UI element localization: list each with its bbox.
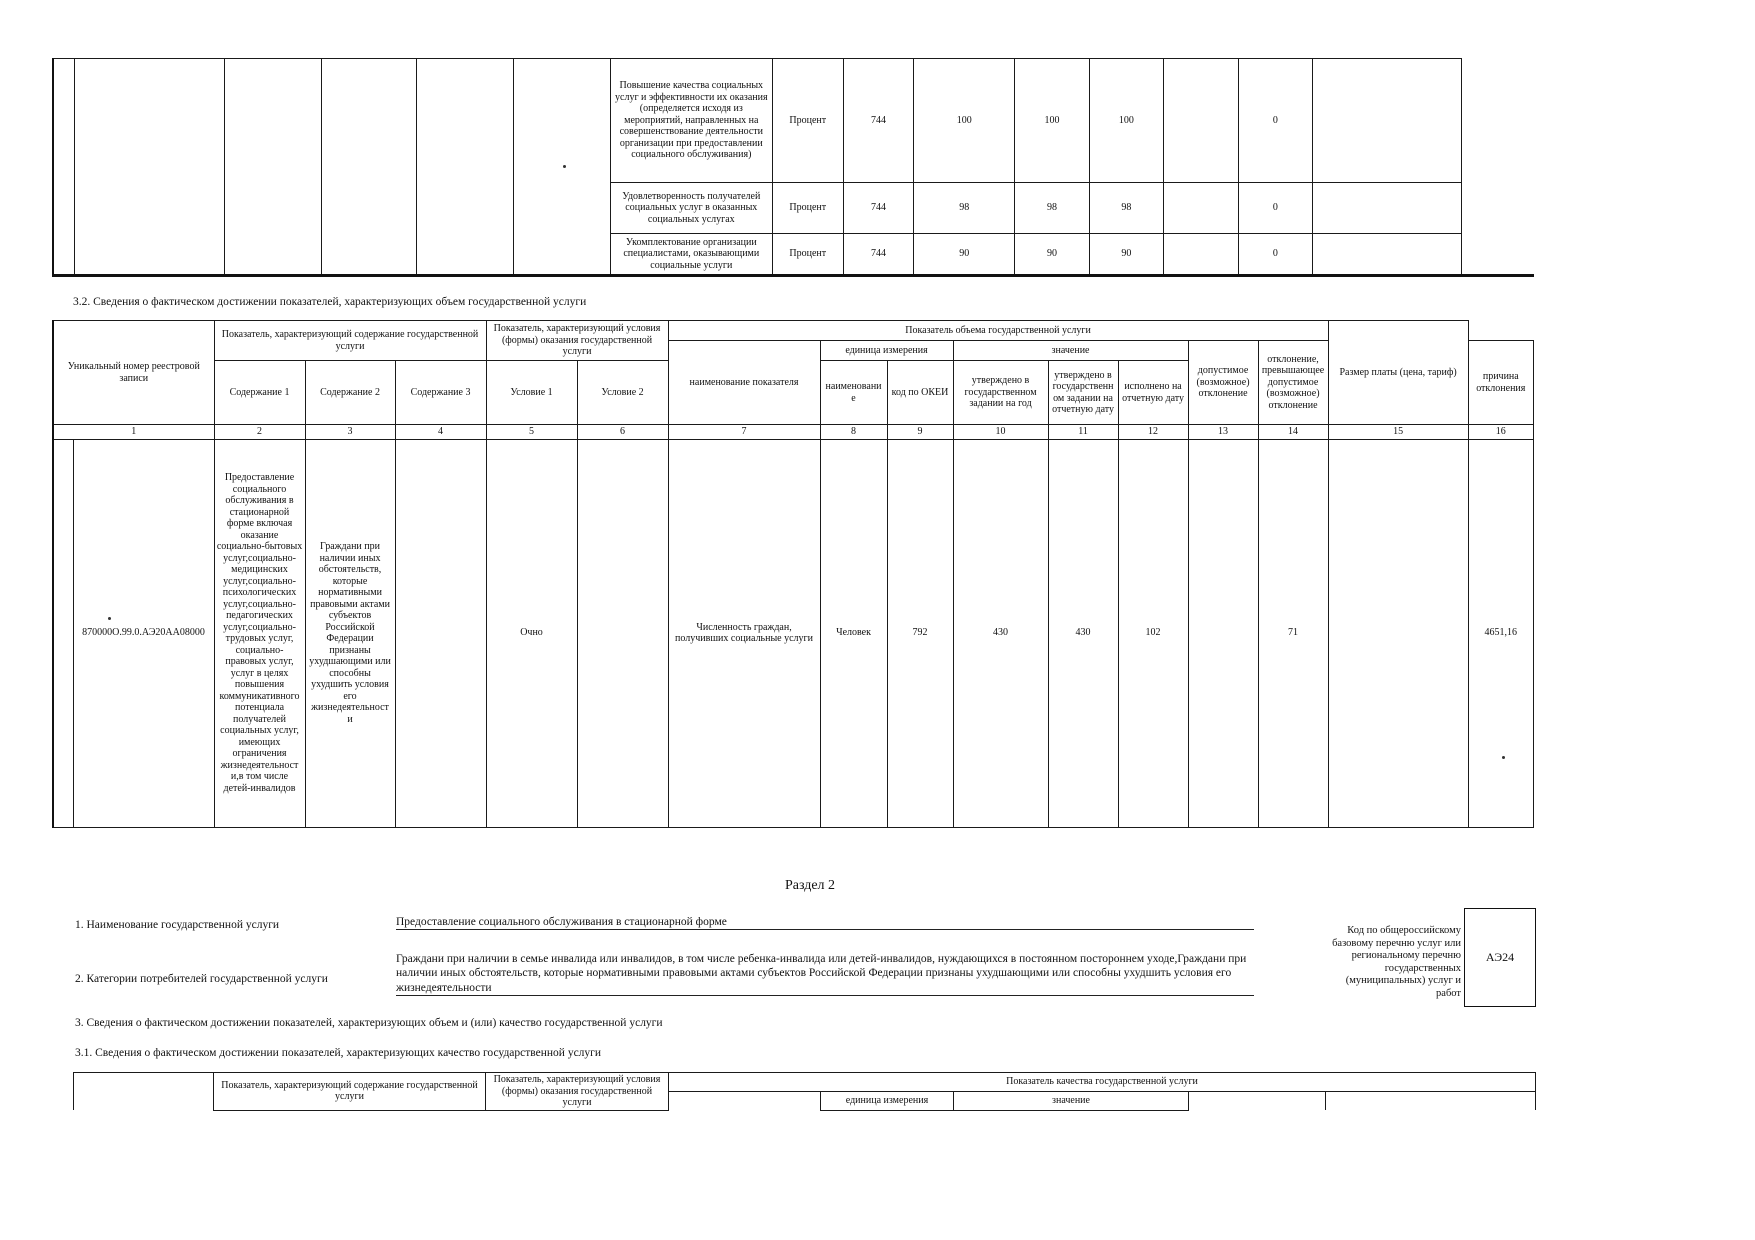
indicator-cell: Укомплектование организации специалистами, оказывающими социальные услуги (610, 234, 772, 276)
unit-cell: Процент (772, 234, 843, 276)
column-number: 7 (668, 425, 820, 440)
column-number: 2 (214, 425, 305, 440)
scan-speck (1502, 756, 1505, 759)
allowed-cell (1188, 439, 1258, 827)
approved-date-cell: 90 (1015, 234, 1089, 276)
paragraph-3: 3. Сведения о фактическом достижении показателей, характеризующих объем и (или) качество государственной услуги (75, 1017, 663, 1029)
column-number: 6 (577, 425, 668, 440)
content1-header: Содержание 1 (214, 361, 305, 425)
condition2-header: Условие 2 (577, 361, 668, 425)
reason-cell (1313, 59, 1462, 183)
okei-header: код по ОКЕИ (887, 361, 953, 425)
condition2-cell (577, 439, 668, 827)
condition1-header: Условие 1 (486, 361, 577, 425)
quality-header-table (73, 1072, 1536, 1111)
value-group-header: значение (954, 1091, 1189, 1110)
column-number: 13 (1188, 425, 1258, 440)
table-row (53, 439, 1534, 827)
unit-group-header: единица измерения (821, 1091, 954, 1110)
done-header: исполнено на отчетную дату (1118, 361, 1188, 425)
column-number: 12 (1118, 425, 1188, 440)
paragraph-3-1: 3.1. Сведения о фактическом достижении показателей, характеризующих качество государственной услуги (75, 1047, 602, 1059)
unit-group-header: единица измерения (820, 341, 953, 361)
content3-header: Содержание 3 (395, 361, 486, 425)
volume-indicators-table (52, 320, 1534, 828)
indicator-cell: Удовлетворенность получателей социальных услуг в оказанных социальных услугах (610, 183, 772, 234)
approved-year-cell: 430 (953, 439, 1048, 827)
column-number: 16 (1468, 425, 1533, 440)
content2-header: Содержание 2 (305, 361, 395, 425)
reason-header: причина отклонения (1468, 341, 1533, 425)
content2-cell: Граждани при наличии иных обстоятельств, которые нормативными правовыми актами субъектов Российской Федерации признаны ухудшающими или способны ухудшить условия его жизнедеятельност и (305, 439, 395, 827)
allowed-cell (1164, 234, 1238, 276)
approved-date-header: утверждено в государственн ом задании на отчетную дату (1048, 361, 1118, 425)
section-3-2-title: 3.2. Сведения о фактическом достижении показателей, характеризующих объем государственной услуги (73, 296, 587, 308)
approved-date-cell: 430 (1048, 439, 1118, 827)
code-label: Код по общероссийскому базовому перечню услуг или региональному перечню государственных (муниципальных) услуг и работ (1332, 925, 1461, 999)
value-group-header: значение (953, 341, 1188, 361)
content1-cell: Предоставление социального обслуживания в стационарной форме включая оказание социально-бытовых услуг,социально-медицинских услуг,социально-психологических услуг,социально-педагогических услуг,социально-трудовых услуг, социально-правовых услуг, услуг в целях повышения коммуникативного потенциала получателей социальных услуг, имеющих ограничения жизнедеятельност и,в том числе детей-инвалидов (214, 439, 305, 827)
unique-number-header: Уникальный номер реестровой записи (53, 321, 214, 425)
okei-cell: 744 (843, 234, 913, 276)
column-numbers-row (53, 425, 1534, 440)
column-number: 1 (53, 425, 214, 440)
reason-cell (1313, 183, 1462, 234)
allowed-header: допустимое (возможное) отклонение (1188, 341, 1258, 425)
header-row (74, 1073, 1536, 1092)
approved-year-cell: 90 (914, 234, 1015, 276)
column-number: 10 (953, 425, 1048, 440)
service-name-value: Предоставление социального обслуживания в стационарной форме (396, 915, 1254, 930)
excess-cell: 71 (1258, 439, 1328, 827)
condition-group-header: Показатель, характеризующий условия (формы) оказания государственной услуги (486, 321, 668, 361)
column-number: 5 (486, 425, 577, 440)
done-cell: 102 (1118, 439, 1188, 827)
content-group-header: Показатель, характеризующий содержание государственной услуги (214, 1073, 486, 1111)
column-number: 15 (1328, 425, 1468, 440)
reason-cell (1313, 234, 1462, 276)
column-number: 8 (820, 425, 887, 440)
reason-cell (1328, 439, 1468, 827)
approved-year-header: утверждено в государственном задании на год (953, 361, 1048, 425)
excess-cell: 0 (1238, 183, 1312, 234)
service-name-label: 1. Наименование государственной услуги (75, 919, 280, 931)
okei-cell: 792 (887, 439, 953, 827)
quality-indicators-table (52, 58, 1534, 277)
column-number: 9 (887, 425, 953, 440)
condition-group-header: Показатель, характеризующий условия (формы) оказания государственной услуги (486, 1073, 669, 1111)
okei-cell: 744 (843, 183, 913, 234)
unit-cell: Процент (772, 183, 843, 234)
column-number: 14 (1258, 425, 1328, 440)
column-number: 11 (1048, 425, 1118, 440)
indicator-cell: Повышение качества социальных услуг и эффективности их оказания (определяется исходя из мероприятий, направленных на совершенствование деятельности организации при предоставлении социального обслуживания) (610, 59, 772, 183)
price-cell: 4651,16 (1468, 439, 1533, 827)
column-number: 3 (305, 425, 395, 440)
indicator-name-header: наименование показателя (668, 341, 820, 425)
column-number: 4 (395, 425, 486, 440)
category-value: Граждани при наличии в семье инвалида или инвалидов, в том числе ребенка-инвалида или детей-инвалидов, нуждающихся в постоянном постороннем уходе,Граждани при наличии иных обстоятельств, которые нормативными правовыми актами субъектов Российской Федерации признаны ухудшающими или способны ухудшить условия его жизнедеятельности (396, 952, 1254, 996)
done-cell: 90 (1089, 234, 1163, 276)
allowed-cell (1164, 59, 1238, 183)
unit-cell: Процент (772, 59, 843, 183)
table-row (53, 59, 1534, 183)
quality-group-header: Показатель качества государственной услуги (669, 1073, 1536, 1092)
done-cell: 100 (1089, 59, 1163, 183)
approved-year-cell: 100 (914, 59, 1015, 183)
indicator-name-cell: Численность граждан, получивших социальные услуги (668, 439, 820, 827)
excess-cell: 0 (1238, 59, 1312, 183)
price-header: Размер платы (цена, тариф) (1328, 321, 1468, 425)
excess-header: отклонение, превышающее допустимое (возможное) отклонение (1258, 341, 1328, 425)
unique-number-cell: 870000О.99.0.АЭ20АА08000 (73, 439, 214, 827)
section-2-title: Раздел 2 (784, 878, 836, 893)
unit-name-cell: Человек (820, 439, 887, 827)
content-group-header: Показатель, характеризующий содержание государственной услуги (214, 321, 486, 361)
approved-date-cell: 98 (1015, 183, 1089, 234)
approved-date-cell: 100 (1015, 59, 1089, 183)
done-cell: 98 (1089, 183, 1163, 234)
category-label: 2. Категории потребителей государственной услуги (75, 973, 328, 985)
code-box: АЭ24 (1464, 908, 1536, 1007)
scan-speck (108, 617, 111, 620)
condition1-cell: Очно (486, 439, 577, 827)
content3-cell (395, 439, 486, 827)
allowed-cell (1164, 183, 1238, 234)
approved-year-cell: 98 (914, 183, 1015, 234)
unit-name-header: наименовани е (820, 361, 887, 425)
excess-cell: 0 (1238, 234, 1312, 276)
header-row (53, 321, 1534, 341)
scan-speck (563, 165, 566, 168)
volume-group-header: Показатель объема государственной услуги (668, 321, 1328, 341)
okei-cell: 744 (843, 59, 913, 183)
